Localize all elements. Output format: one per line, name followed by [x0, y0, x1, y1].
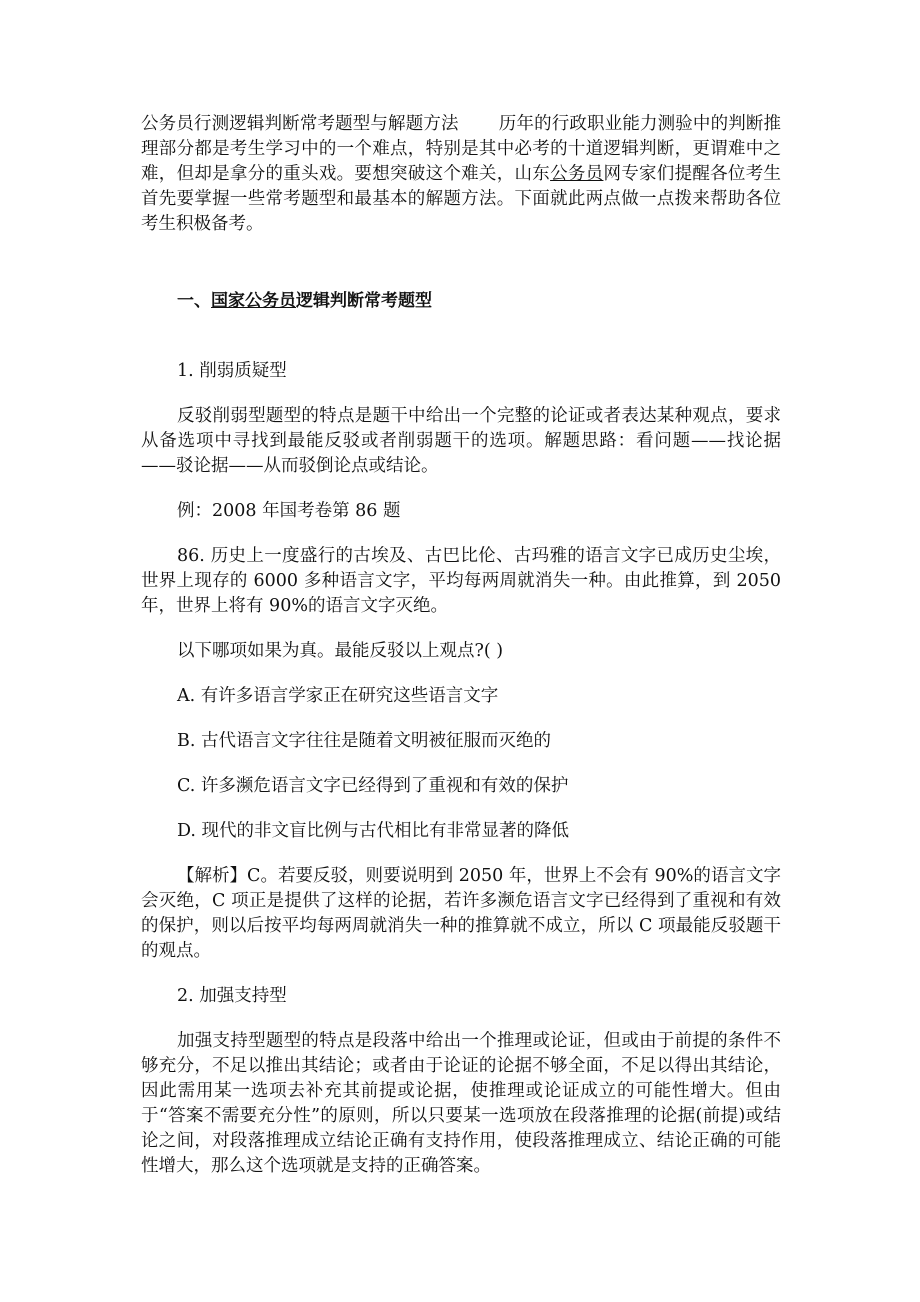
intro-paragraph	[141, 112, 781, 237]
intro-text: 历年的行政职业能力测验中的判断推理部分都是考生学习中的一个难点，特别是其中必考的十道逻辑判断，更谓难中之难，但却是拿分的重头戏。要想突破这个难关，山东	[141, 114, 782, 184]
strengthen-description: 加强支持型题型的特点是段落中给出一个推理或论证，但或由于前提的条件不够充分，不足以推出其结论；或者由于论证的论据不够全面，不足以得出其结论，因此需用某一选项去补充其前提或论据，使推理或论证成立的可能性增大。但由于“答案不需要充分性”的原则，所以只要某一选项放在段落推理的论据(前提)或结论之间，对段落推理成立结论正确有支持作用，使段落推理成立、结论正确的可能性增大，那么这个选项就是支持的正确答案。	[141, 1031, 781, 1176]
weaken-description: 反驳削弱型题型的特点是题干中给出一个完整的论证或者表达某种观点，要求从备选项中寻找到最能反驳或者削弱题干的选项。解题思路：看问题——找论据——驳论据——从而驳倒论点或结论。	[141, 406, 781, 476]
question-prompt: 以下哪项如果为真。最能反驳以上观点?( )	[177, 641, 504, 661]
answer-analysis: 【解析】C。若要反驳，则要说明到 2050 年，世界上不会有 90%的语言文字会灭绝，C 项正是提供了这样的论据，若许多濒危语言文字已经得到了重视和有效的保护，则以后按平均每两周就消失一种的推算就不成立，所以 C 项最能反驳题干的观点。	[141, 866, 781, 961]
national-civil-servant-link[interactable]: 国家公务员	[211, 291, 296, 311]
question-stem: 86. 历史上一度盛行的古埃及、古巴比伦、古玛雅的语言文字已成历史尘埃，世界上现存的 6000 多种语言文字，平均每两周就消失一种。由此推算，到 2050 年，世界上将有 90%的语言文字灭绝。	[141, 546, 781, 616]
option-d: D. 现代的非文盲比例与古代相比有非常显著的降低	[177, 821, 570, 841]
intro-text-cont: 网专家们提醒各位考生首先要掌握一些常考题型和最基本的解题方法。下面就此两点做一点拨来帮助各位考生积极备考。	[141, 164, 782, 234]
option-b: B. 古代语言文字往往是随着文明被征服而灭绝的	[177, 731, 551, 751]
section-heading: 一、国家公务员逻辑判断常考题型	[177, 291, 432, 311]
document-title: 公务员行测逻辑判断常考题型与解题方法	[141, 114, 459, 134]
subsection-strengthen-title: 2. 加强支持型	[177, 986, 287, 1006]
example-label: 例：2008 年国考卷第 86 题	[177, 501, 401, 521]
option-c: C. 许多濒危语言文字已经得到了重视和有效的保护	[177, 776, 569, 796]
subsection-weaken-title: 1. 削弱质疑型	[177, 361, 287, 381]
option-a: A. 有许多语言学家正在研究这些语言文字	[177, 686, 499, 706]
document-page	[141, 112, 781, 1179]
civil-servant-link[interactable]: 公务员	[550, 164, 604, 184]
